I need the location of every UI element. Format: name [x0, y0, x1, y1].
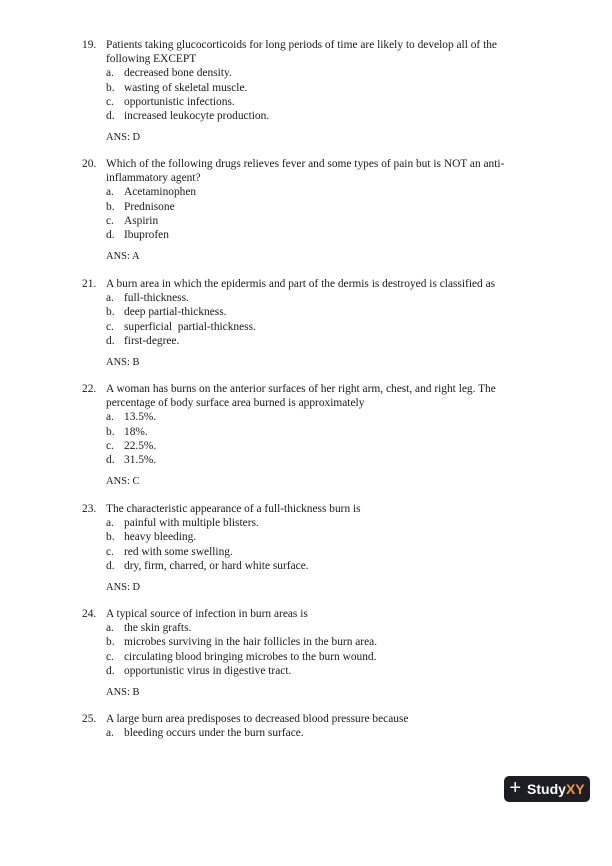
option-letter: c. — [106, 650, 114, 663]
option-a — [106, 291, 552, 305]
option-letter: a. — [106, 411, 114, 424]
option-text: the skin grafts. — [124, 622, 192, 635]
question-stem: Which of the following drugs relieves fever and some types of pain but is NOT an anti-inflammatory agent? — [106, 158, 505, 185]
option-letter: b. — [106, 425, 115, 438]
option-letter: c. — [106, 320, 114, 333]
option-text: superficial partial-thickness. — [124, 320, 256, 333]
plus-icon: + — [509, 777, 522, 799]
option-letter: c. — [106, 545, 114, 558]
option-letter: d. — [106, 559, 115, 572]
badge-text-study: Study — [527, 780, 566, 797]
option-d — [106, 334, 552, 348]
option-text: painful with multiple blisters. — [124, 517, 259, 530]
option-c — [106, 320, 552, 334]
option-text: heavy bleeding. — [124, 531, 197, 544]
option-a — [106, 410, 542, 424]
question-23 — [82, 502, 542, 595]
question-19 — [82, 38, 542, 145]
option-list — [106, 66, 542, 123]
question-20 — [82, 157, 542, 264]
option-text: Ibuprofen — [124, 229, 169, 242]
option-c — [106, 95, 542, 109]
option-letter: d. — [106, 664, 115, 677]
option-list — [106, 410, 542, 467]
question-stem: A burn area in which the epidermis and part of the dermis is destroyed is classified as — [106, 278, 496, 290]
option-letter: b. — [106, 636, 115, 649]
answer-key: ANS: B — [106, 357, 140, 369]
option-text: dry, firm, charred, or hard white surface. — [124, 559, 309, 572]
option-text: red with some swelling. — [124, 545, 233, 558]
answer-key: ANS: D — [106, 132, 141, 144]
option-text: bleeding occurs under the burn surface. — [124, 727, 304, 740]
question-21 — [82, 277, 552, 370]
option-list — [106, 621, 542, 678]
question-stem: A woman has burns on the anterior surfaces of her right arm, chest, and right leg. The percentage of body surface area burned is approximately — [106, 383, 496, 410]
option-letter: d. — [106, 229, 115, 242]
option-list — [106, 726, 542, 740]
option-d — [106, 453, 542, 467]
option-list — [106, 291, 552, 348]
option-text: Prednisone — [124, 200, 175, 213]
option-letter: a. — [106, 517, 114, 530]
question-24 — [82, 607, 542, 700]
option-letter: a. — [106, 292, 114, 305]
option-letter: a. — [106, 67, 114, 80]
question-stem: The characteristic appearance of a full-thickness burn is — [106, 503, 361, 515]
question-number: 25. — [82, 713, 97, 725]
option-text: microbes surviving in the hair follicles in the burn area. — [124, 636, 378, 649]
option-a — [106, 726, 542, 740]
option-letter: c. — [106, 214, 114, 227]
option-text: deep partial-thickness. — [124, 306, 227, 319]
question-number: 20. — [82, 158, 97, 170]
option-text: 18%. — [124, 425, 148, 438]
question-25 — [82, 712, 542, 740]
option-list — [106, 185, 542, 242]
option-text: opportunistic infections. — [124, 95, 235, 108]
option-letter: c. — [106, 439, 114, 452]
option-a — [106, 66, 542, 80]
option-text: circulating blood bringing microbes to the burn wound. — [124, 650, 377, 663]
option-c — [106, 439, 542, 453]
option-c — [106, 214, 542, 228]
option-c — [106, 650, 542, 664]
option-text: increased leukocyte production. — [124, 110, 270, 123]
option-a — [106, 516, 542, 530]
question-22 — [82, 382, 542, 489]
option-b — [106, 200, 542, 214]
option-list — [106, 516, 542, 573]
answer-key: ANS: D — [106, 582, 141, 594]
option-letter: a. — [106, 727, 114, 740]
option-a — [106, 621, 542, 635]
option-b — [106, 530, 542, 544]
studyxy-badge[interactable] — [504, 776, 590, 802]
option-letter: b. — [106, 306, 115, 319]
option-text: first-degree. — [124, 334, 180, 347]
question-number: 21. — [82, 278, 97, 290]
question-number: 19. — [82, 39, 97, 51]
option-text: wasting of skeletal muscle. — [124, 81, 248, 94]
option-letter: d. — [106, 454, 115, 467]
answer-key: ANS: B — [106, 687, 140, 699]
option-letter: d. — [106, 334, 115, 347]
option-text: opportunistic virus in digestive tract. — [124, 664, 292, 677]
option-d — [106, 109, 542, 123]
badge-text-xy: XY — [565, 780, 585, 797]
option-letter: b. — [106, 531, 115, 544]
option-a — [106, 185, 542, 199]
question-stem: Patients taking glucocorticoids for long periods of time are likely to develop all of the following EXCEPT — [106, 39, 497, 66]
option-b — [106, 425, 542, 439]
option-c — [106, 545, 542, 559]
option-letter: a. — [106, 622, 114, 635]
option-b — [106, 635, 542, 649]
option-text: Acetaminophen — [124, 186, 197, 199]
option-letter: a. — [106, 186, 114, 199]
option-d — [106, 664, 542, 678]
option-text: full-thickness. — [124, 292, 189, 305]
question-number: 22. — [82, 383, 97, 395]
option-text: 22.5%. — [124, 439, 157, 452]
option-text: Aspirin — [124, 214, 159, 227]
option-letter: d. — [106, 110, 115, 123]
option-d — [106, 559, 542, 573]
option-letter: b. — [106, 81, 115, 94]
option-text: 31.5%. — [124, 454, 157, 467]
option-text: decreased bone density. — [124, 67, 232, 80]
answer-key: ANS: C — [106, 476, 140, 488]
question-stem: A large burn area predisposes to decreased blood pressure because — [106, 713, 409, 725]
option-d — [106, 228, 542, 242]
option-b — [106, 81, 542, 95]
option-b — [106, 305, 552, 319]
answer-key: ANS: A — [106, 251, 140, 263]
question-stem: A typical source of infection in burn areas is — [106, 608, 308, 620]
option-letter: b. — [106, 200, 115, 213]
question-number: 23. — [82, 503, 97, 515]
option-text: 13.5%. — [124, 411, 157, 424]
option-letter: c. — [106, 95, 114, 108]
question-number: 24. — [82, 608, 97, 620]
